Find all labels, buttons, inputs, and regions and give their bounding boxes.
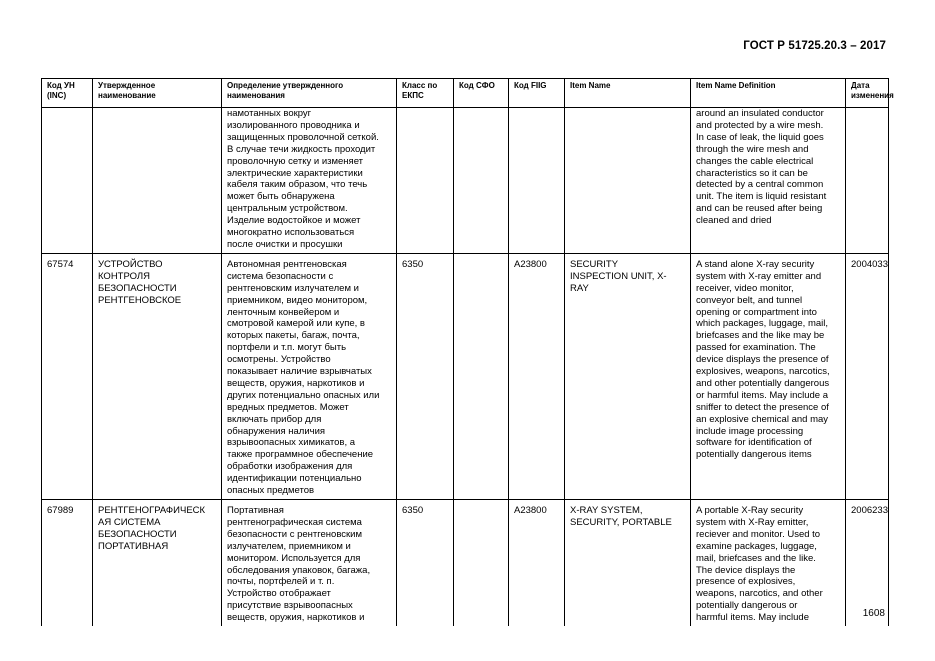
table-row [42, 253, 889, 499]
cell-change-date: 2004033 [846, 253, 889, 499]
cell-change-date: 2006233 [846, 500, 889, 627]
cell-item-name: SECURITY INSPECTION UNIT, X- RAY [565, 253, 691, 499]
col-header-item-name: Item Name [565, 79, 691, 108]
table-row [42, 500, 889, 627]
cell-inc: 67574 [42, 253, 93, 499]
cell-ekps-class: 6350 [397, 500, 454, 627]
cell-sfo-code [454, 500, 509, 627]
cell-ekps-class [397, 108, 454, 254]
col-header-item-name-definition: Item Name Definition [691, 79, 846, 108]
cell-approved-name: УСТРОЙСТВО КОНТРОЛЯ БЕЗОПАСНОСТИ РЕНТГЕНОВСКОЕ [93, 253, 222, 499]
cell-ekps-class: 6350 [397, 253, 454, 499]
cell-inc: 67989 [42, 500, 93, 627]
cell-item-name-definition: A portable X-Ray security system with X-Ray emitter, reciever and monitor. Used to examine packages, luggage, mail, briefcases and the like. The device displays the presence of explosives, weapons, narcotics, and other potentially dangerous or harmful items. May include [691, 500, 846, 627]
cell-inc [42, 108, 93, 254]
table-row [42, 108, 889, 254]
col-header-sfo-code: Код СФО [454, 79, 509, 108]
cell-approved-definition: намотанных вокруг изолированного проводника и защищенных проволочной сеткой. В случае течи жидкость проходит проволочную сетку и изменяет электрические характеристики кабеля таким образом, что течь может быть обнаружена центральным устройством. Изделие водостойкое и может многократно использоваться после очистки и просушки [222, 108, 397, 254]
col-header-ekps-class: Класс по ЕКПС [397, 79, 454, 108]
col-header-approved-name: Утвержденное наименование [93, 79, 222, 108]
col-header-approved-definition: Определение утвержденного наименования [222, 79, 397, 108]
catalog-table [41, 78, 894, 626]
document-standard-title: ГОСТ Р 51725.20.3 – 2017 [743, 40, 886, 52]
page-number: 1608 [862, 608, 885, 619]
table-header-row [42, 79, 889, 108]
cell-item-name-definition: A stand alone X-ray security system with X-ray emitter and receiver, video monitor, conveyor belt, and tunnel opening or compartment into which packages, luggage, mail, briefcases and the like may be passed for examination. The device displays the presence of explosives, weapons, narcotics, and other potentially dangerous or harmful items. May include a sniffer to detect the presence of an explosive chemical and may include image processing software for identification of potentially dangerous items [691, 253, 846, 499]
cell-change-date [846, 108, 889, 254]
cell-sfo-code [454, 108, 509, 254]
col-header-change-date: Дата изменения [846, 79, 889, 108]
cell-approved-name: РЕНТГЕНОГРАФИЧЕСК АЯ СИСТЕМА БЕЗОПАСНОСТИ ПОРТАТИВНАЯ [93, 500, 222, 627]
cell-fiig-code [509, 108, 565, 254]
cell-approved-name [93, 108, 222, 254]
cell-approved-definition: Портативная рентгенографическая система безопасности с рентгеновским излучателем, приемником и монитором. Используется для обследования упаковок, багажа, почты, портфелей и т. п. Устройство отображает присутствие взрывоопасных веществ, оружия, наркотиков и [222, 500, 397, 627]
cell-fiig-code: A23800 [509, 500, 565, 627]
cell-approved-definition: Автономная рентгеновская система безопасности с рентгеновским излучателем и приемником, видео монитором, ленточным конвейером и смотровой камерой или купе, в которых пакеты, багаж, почта, портфели и т.п. могут быть осмотрены. Устройство показывает наличие взрывчатых веществ, оружия, наркотиков и других потенциально опасных или вредных предметов. Может включать прибор для обнаружения наличия взрывоопасных химикатов, а также программное обеспечение обработки изображения для идентификации потенциально опасных предметов [222, 253, 397, 499]
cell-item-name: X-RAY SYSTEM, SECURITY, PORTABLE [565, 500, 691, 627]
col-header-inc: Код УН (INC) [42, 79, 93, 108]
cell-item-name [565, 108, 691, 254]
col-header-fiig-code: Код FIIG [509, 79, 565, 108]
cell-item-name-definition: around an insulated conductor and protected by a wire mesh. In case of leak, the liquid goes through the wire mesh and changes the cable electrical characteristics so it can be detected by a central common unit. The item is liquid resistant and can be reused after being cleaned and dried [691, 108, 846, 254]
cell-fiig-code: A23800 [509, 253, 565, 499]
cell-sfo-code [454, 253, 509, 499]
